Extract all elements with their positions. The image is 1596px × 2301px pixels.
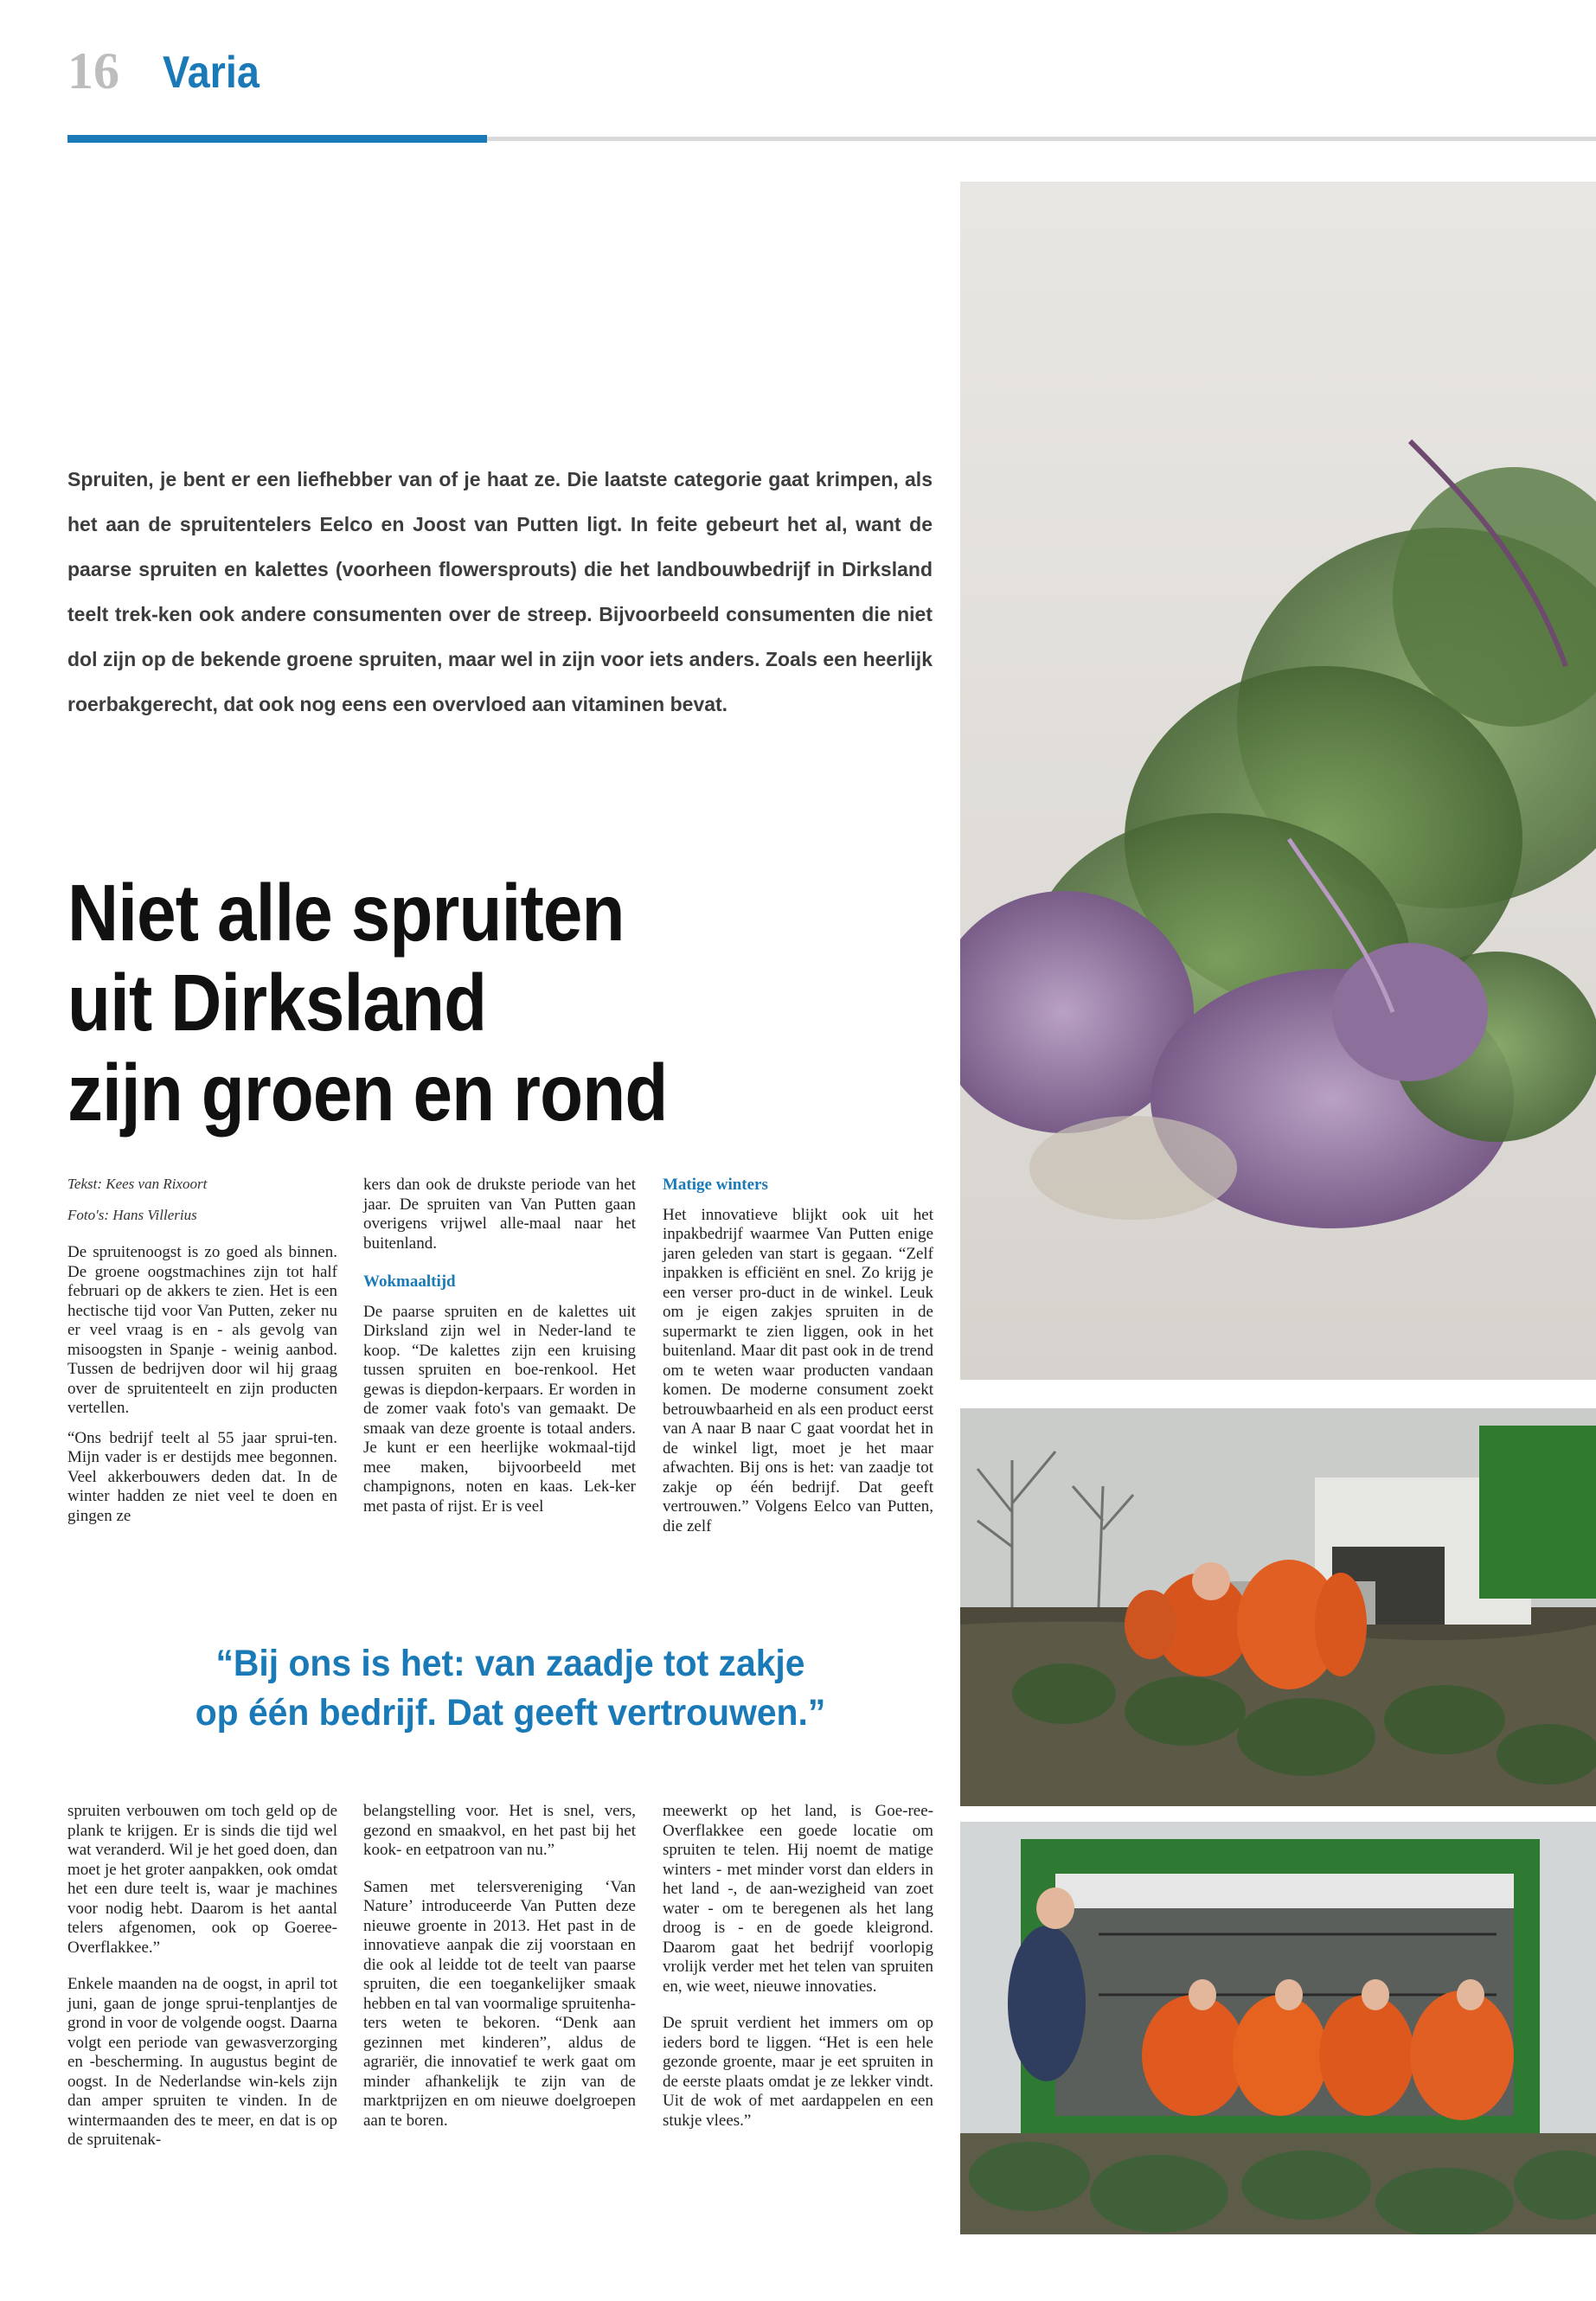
paragraph: belangstelling voor. Het is snel, vers, gezond en smaakvol, en het past bij het kook- en eetpatroon van nu.” <box>363 1802 636 1859</box>
paragraph: spruiten verbouwen om toch geld op de plank te krijgen. Er is sinds die tijd wel wat veranderd. Wil je het goed doen, dan moet je het groter aanpakken, ook omdat het een dure teelt is, waar je machines voor nodig hebt. Daarom is het aantal telers afgenomen, ook op Goeree-Overflakkee.” <box>67 1802 337 1957</box>
paragraph: De paarse spruiten en de kalettes uit Dirksland zijn wel in Neder-land te koop. “De kalettes zijn een kruising tussen spruiten en boe-renkool. Het gewas is diepdon-kerpaars. Er worden in de zomer vaak foto's van gemaakt. De smaak van deze groente is totaal anders. Je kunt er een heerlijke wokmaal-tijd mee maken, bijvoorbeeld met champignons, noten en kaas. Lek-ker met pasta of rijst. Er is veel <box>363 1302 636 1516</box>
column-1-bottom <box>67 1802 337 2161</box>
column-2-bottom <box>363 1802 636 2141</box>
pull-quote-line-2: op één bedrijf. Dat geeft vertrouwen.” <box>195 1692 826 1734</box>
column-2-top <box>363 1176 636 1527</box>
headline-line-2: uit Dirksland <box>67 958 487 1048</box>
pull-quote <box>125 1639 897 1738</box>
column-3-bottom <box>663 1802 933 2141</box>
byline-photo: Foto's: Hans Villerius <box>67 1207 197 1223</box>
kalettes-photo <box>960 182 1596 1380</box>
paragraph: De spruit verdient het immers om op ieders bord te liggen. “Het is een hele gezonde groente, maar je eet spruiten in de eerste plaats omdat je ze lekker vindt. Uit de wok of met aardappelen en een stukje vlees.” <box>663 2014 933 2130</box>
paragraph: Het innovatieve blijkt ook uit het inpakbedrijf waarmee Van Putten enige jaren geleden van start is gegaan. “Zelf inpakken is efficiënt en snel. Zo krijg je een verser pro-duct in de winkel. Leuk om je eigen zakjes spruiten in de supermarkt te zien liggen, ook in het buitenland. Maar dit past ook in de trend om te weten waar producten vandaan komen. De moderne consument zoekt betrouwbaarheid en als een product eerst van A naar B naar C gaat voordat het in de winkel ligt, moet je het maar afwachten. Bij ons is het: van zaadje tot zakje op één bedrijf. Dat geeft vertrouwen.” Volgens Eelco van Putten, die zelf <box>663 1205 933 1535</box>
paragraph: Samen met telersvereniging ‘Van Nature’ introduceerde Van Putten deze nieuwe groente in 2013. Het past in de innovatieve aanpak die zij voorstaan en die ook al leidde tot de teelt van paarse spruiten, die een toegankelijker smaak hebben en tal van voormalige spruitenha-ters weten te bekoren. “Denk aan gezinnen met kinderen”, aldus de agrariër, die innovatief te werk gaat om minder afhankelijk te zijn van de marktprijzen en om nieuwe doelgroepen aan te boren. <box>363 1877 636 2130</box>
column-1-top <box>67 1174 337 1536</box>
paragraph: “Ons bedrijf teelt al 55 jaar sprui-ten. Mijn vader is er destijds mee begonnen. Veel akkerbouwers deden dat. In de winter hadden ze niet veel te doen en gingen ze <box>67 1428 337 1525</box>
section-title: Varia <box>163 48 260 98</box>
paragraph: Enkele maanden na de oogst, in april tot juni, gaan de jonge sprui-tenplantjes de grond in voor de volgende oogst. Daarna volgt een periode van gewasverzorging en -bescherming. In augustus begint de oogst. In de Nederlandse win-kels zijn dan amper spruiten te vinden. In de wintermaanden des te meer, en dat is op de spruitenak- <box>67 1975 337 2149</box>
header-rule-accent <box>67 135 487 143</box>
page-number: 16 <box>67 42 119 99</box>
article-headline <box>67 868 829 1138</box>
column-3-top <box>663 1176 933 1547</box>
paragraph: kers dan ook de drukste periode van het jaar. De spruiten van Van Putten gaan overigens vrijwel alle-maal naar het buitenland. <box>363 1176 636 1253</box>
paragraph: meewerkt op het land, is Goe-ree-Overflakkee een goede locatie om spruiten te telen. Hij noemt de matige winters - met minder vorst dan elders in het land -, de aan-wezigheid van zoet water - om te beregenen als het lang droog is - en de goede kleigrond. Daarom gaat het bedrijf voorlopig vrolijk verder met het telen van spruiten en, wie weet, nieuwe innovaties. <box>663 1802 933 1996</box>
article-intro: Spruiten, je bent er een liefhebber van of je haat ze. Die laatste categorie gaat krimpen, als het aan de spruitentelers Eelco en Joost van Putten ligt. In feite gebeurt het al, want de paarse spruiten en kalettes (voorheen flowersprouts) die het landbouwbedrijf in Dirksland teelt trek-ken ook andere consumenten over de streep. Bijvoorbeeld consumenten die niet dol zijn op de bekende groene spruiten, maar wel in zijn voor iets anders. Zoals een heerlijk roerbakgerecht, dat ook nog eens een overvloed aan vitaminen bevat. <box>67 468 933 715</box>
subhead-matige-winters: Matige winters <box>663 1176 768 1194</box>
harvest-field-photo <box>960 1408 1596 1806</box>
harvester-workers-photo <box>960 1822 1596 2234</box>
pull-quote-line-1: “Bij ons is het: van zaadje tot zakje <box>215 1643 805 1684</box>
subhead-wokmaaltijd: Wokmaaltijd <box>363 1272 456 1291</box>
headline-line-3: zijn groen en rond <box>67 1048 668 1138</box>
headline-line-1: Niet alle spruiten <box>67 868 625 958</box>
byline-text: Tekst: Kees van Rixoort <box>67 1176 208 1192</box>
paragraph: De spruitenoogst is zo goed als binnen. De groene oogstmachines zijn tot half februari op de akkers te zien. Het is een hectische tijd voor Van Putten, zeker nu er veel vraag is en - als gevolg van misoogsten in Spanje - weinig aanbod. Tussen de bedrijven door wil hij graag over de spruitenteelt en zijn producten vertellen. <box>67 1243 337 1417</box>
